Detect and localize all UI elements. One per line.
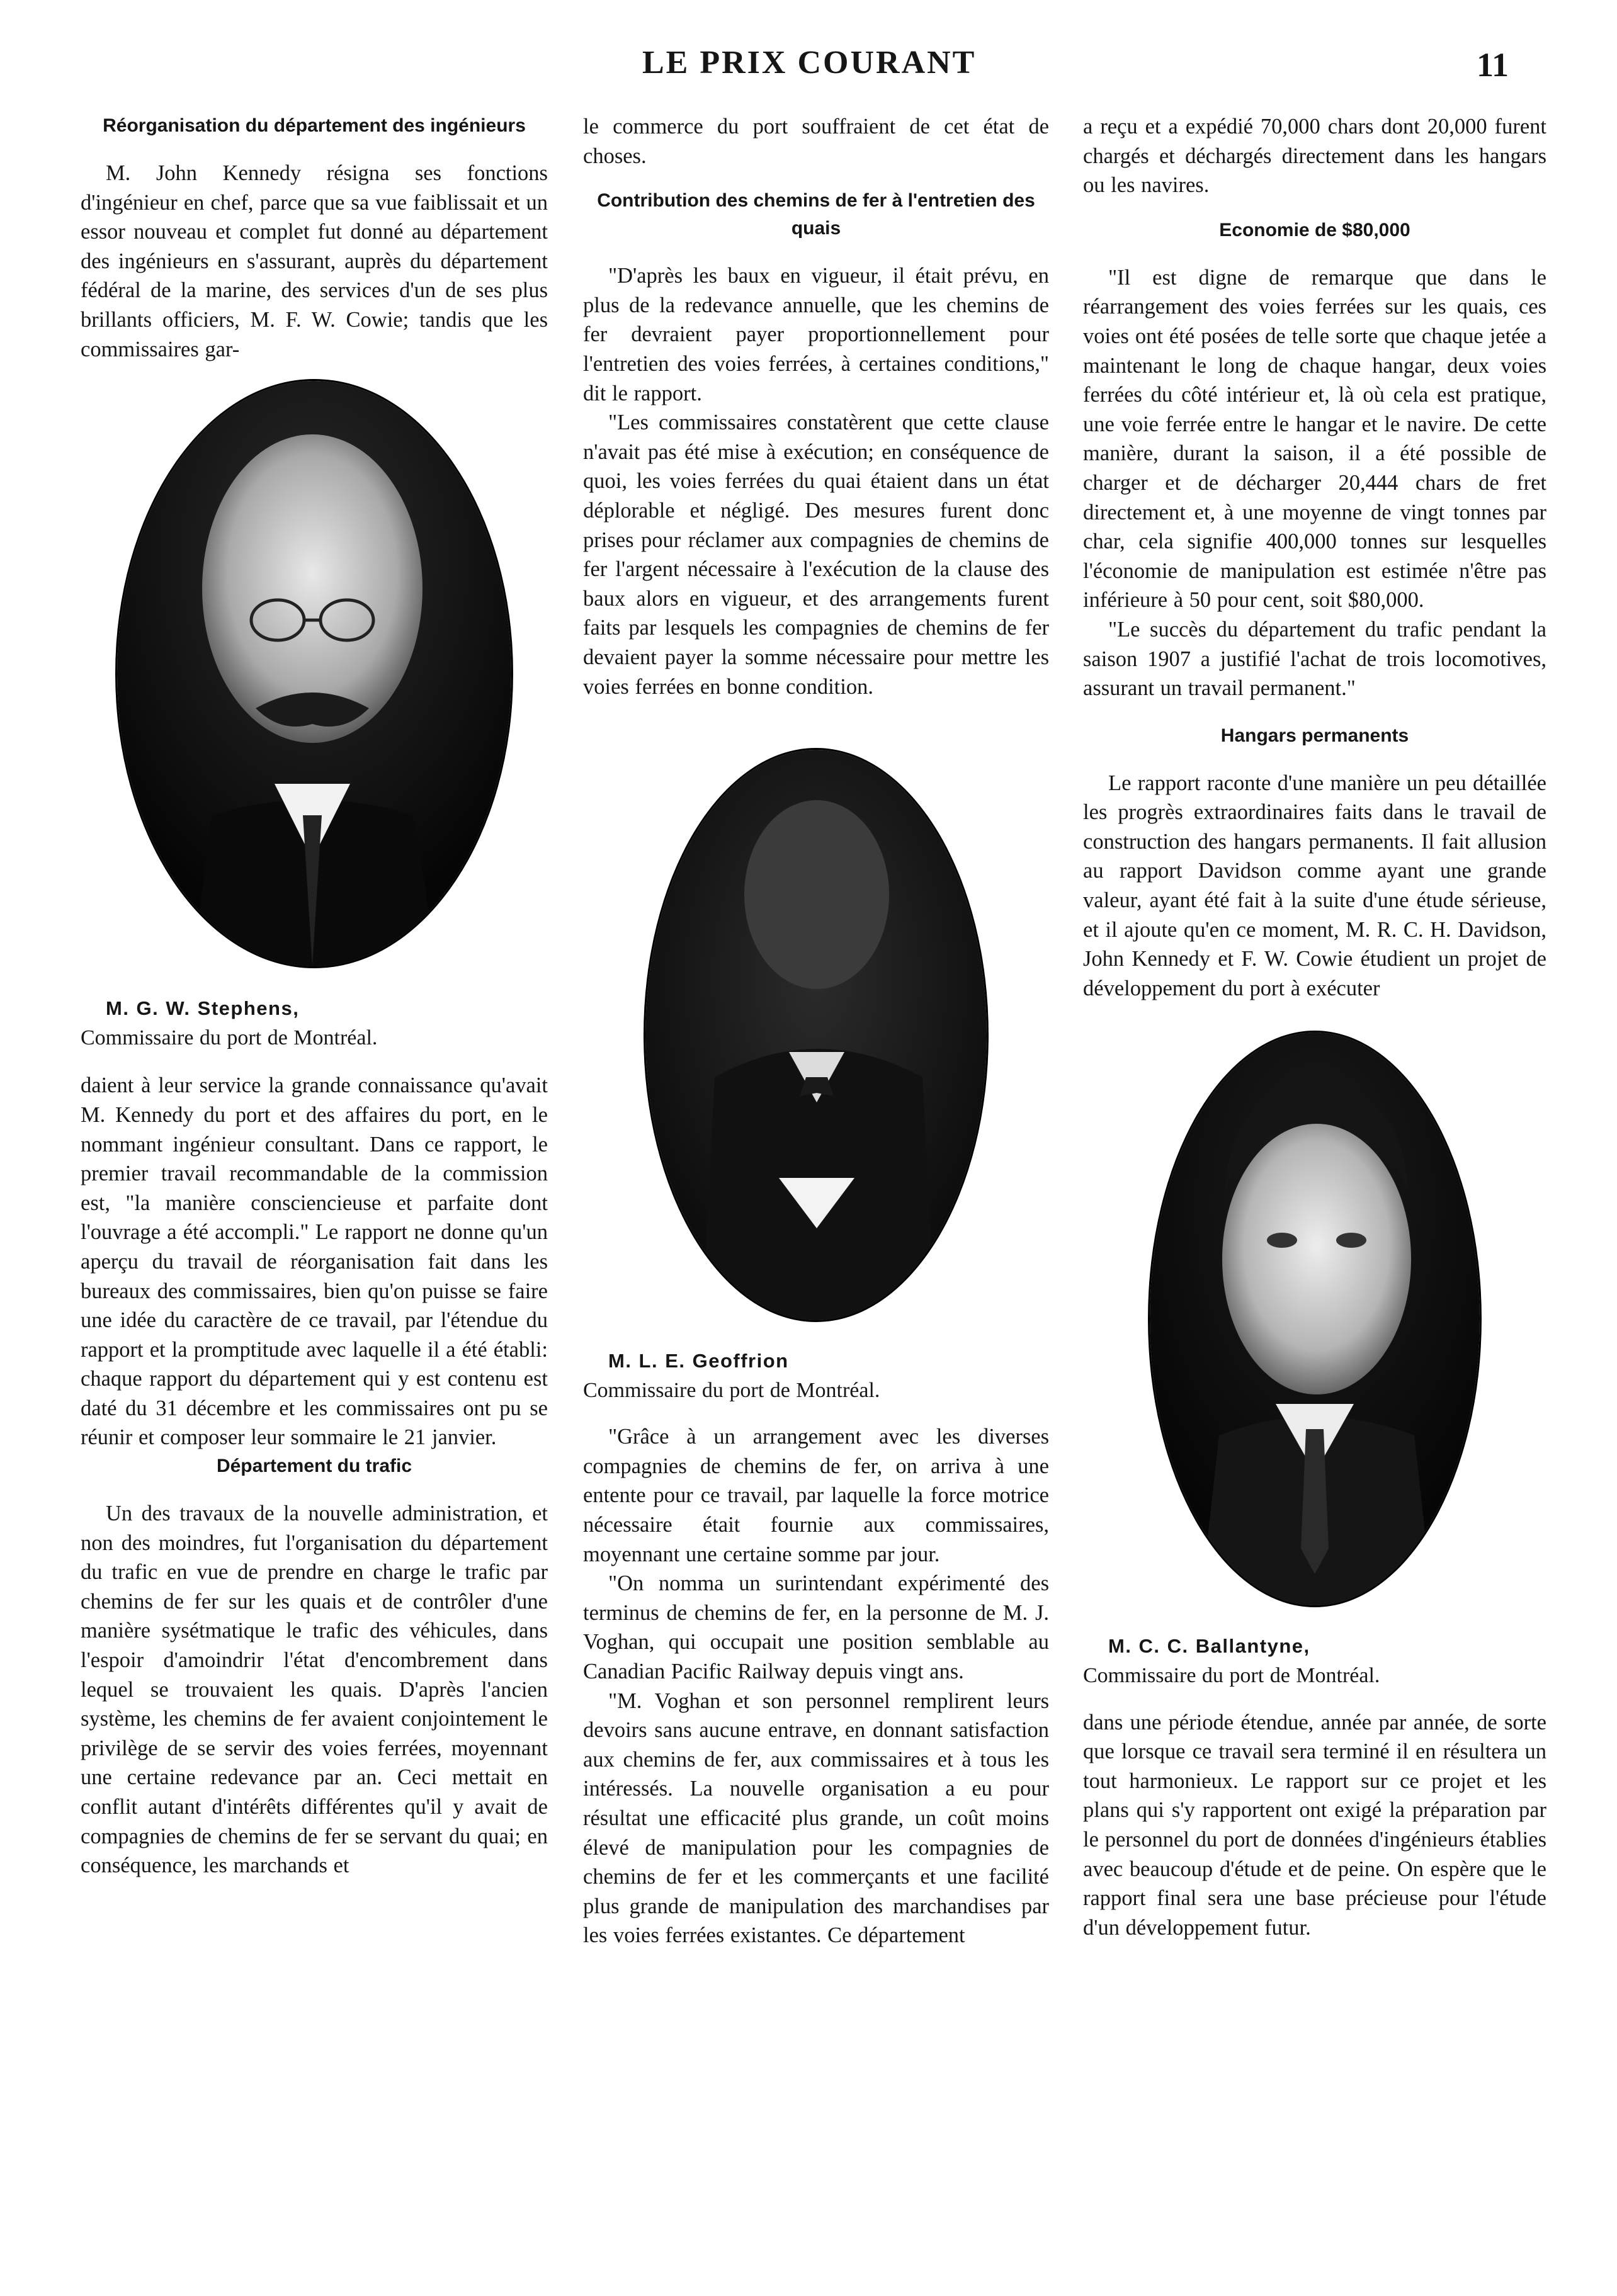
portrait-caption-geoffrion [583, 1346, 1049, 1405]
page-header-title: LE PRIX COURANT [642, 45, 977, 81]
portrait-figure [1150, 1032, 1480, 1605]
column-left [81, 112, 548, 1880]
portrait-name: M. L. E. Geoffrion [608, 1350, 789, 1372]
portrait-figure [645, 750, 987, 1320]
portrait-caption-ballantyne [1083, 1631, 1546, 1690]
section-heading-reorganisation: Réorganisation du département des ingénieurs [103, 115, 526, 136]
article-paragraph: le commerce du port souffraient de cet état de choses. [583, 115, 1049, 168]
article-paragraph: "Il est digne de remarque que dans le réarrangement des voies ferrées sur les quais, ces voies ont été posées de telle sorte que chaque jetée a maintenant le long de chaque hangar, deux voies ferrées du côté intérieur et, là où cela est pratique, une voie ferrée entre le hangar et le navire. De cette manière, durant la saison, il a été possible de charger et de décharger 20,444 chars de fret directement et, à une moyenne de vingt tonnes par char, cela signifie 400,000 tonnes sur lesquelles l'économie de manipulation est estimée n'être pas inférieure à 50 pour cent, soit $80,000. [1083, 265, 1546, 613]
section-heading-contribution: Contribution des chemins de fer à l'entretien des quais [597, 190, 1035, 239]
article-paragraph: a reçu et a expédié 70,000 chars dont 20,000 furent chargés et déchargés directement dans les hangars ou les navires. [1083, 115, 1546, 198]
article-paragraph: M. John Kennedy résigna ses fonctions d'ingénieur en chef, parce que sa vue faiblissait et un essor nouveau et complet fut donné au département des ingénieurs en s'assurant, auprès du département fédéral de la marine, des services d'un de ses plus brillants officiers, M. F. W. Cowie; tandis que les commissaires gar- [81, 161, 548, 361]
portrait-role: Commissaire du port de Montréal. [583, 1378, 880, 1402]
article-paragraph: "M. Voghan et son personnel remplirent leurs devoirs sans aucune entrave, en donnant satisfaction aux chemins de fer, aux commissaires et à tous les intéressés. La nouvelle organisation a eu pour résultat une efficacité plus grande, un coût moins élevé de manipulation pour les compagnies de chemins de fer et les commerçants et une facilité plus grande de manipulation des marchandises par les voies ferrées existantes. Ce département [583, 1688, 1049, 1948]
portrait-photo-geoffrion [644, 748, 989, 1322]
portrait-photo-ballantyne [1148, 1031, 1482, 1607]
article-paragraph: Un des travaux de la nouvelle administration, et non des moindres, fut l'organisation du département du trafic en vue de prendre en charge le trafic par chemins de fer sur les quais et de contrôler d'une manière sysétmatique le trafic des véhicules, dans l'espoir d'amoindrir l'état d'encombrement dans lequel se trouvaient les quais. D'après l'ancien système, les chemins de fer avaient conjointement le privilège de se servir des voies ferrées, moyennant une certaine redevance par an. Ceci mettait en conflit autant d'intérêts différentes qu'il y avait de compagnies de chemins de fer se servant du quai; en conséquence, les marchands et [81, 1501, 548, 1878]
article-paragraph: dans une période étendue, année par année, de sorte que lorsque ce travail sera terminé il en résultera un tout harmonieux. Le rapport sur ce projet et les plans qui s'y rapportent ont exigé la préparation par le personnel du port de données d'ingénieurs établies avec beaucoup d'étude et de peine. On espère que le rapport final sera une base précieuse pour l'étude d'un développement futur. [1083, 1710, 1546, 1940]
article-paragraph: "D'après les baux en vigueur, il était prévu, en plus de la redevance annuelle, que les chemins de fer devraient payer proportionnellement pour l'entretien des voies ferrées, à certaines conditions," dit le rapport. [583, 264, 1049, 405]
portrait-role: Commissaire du port de Montréal. [81, 1026, 378, 1049]
column-right [1083, 112, 1546, 1942]
article-paragraph: "On nomma un surintendant expérimenté des terminus de chemins de fer, en la personne de M. J. Voghan, qui occupait une position semblable au Canadian Pacific Railway depuis vingt ans. [583, 1571, 1049, 1684]
section-heading-trafic: Département du trafic [216, 1456, 412, 1477]
portrait-photo-stephens [115, 379, 513, 968]
article-paragraph: daient à leur service la grande connaissance qu'avait M. Kennedy du port et des affaires du port, en le nommant ingénieur consultant. Dans ce rapport, le premier travail recommandable de la commission est, "la manière consciencieuse et parfaite dont l'ouvrage a été accompli." Le rapport ne donne qu'un aperçu du travail de réorganisation fait dans les bureaux des commissaires, bien qu'on puisse se faire une idée du caractère de ce travail, par l'étendue du rapport et la promptitude avec laquelle il a été établi: chaque rapport du département qui y est contenu est daté du 31 décembre et les commissaires ont pu se réunir et composer leur sommaire le 21 janvier. [81, 1073, 548, 1450]
article-paragraph: "Le succès du département du trafic pendant la saison 1907 a justifié l'achat de trois locomotives, assurant un travail permanent." [1083, 617, 1546, 701]
portrait-name: M. C. C. Ballantyne, [1108, 1635, 1310, 1658]
portrait-caption-stephens [81, 993, 548, 1052]
portrait-name: M. G. W. Stephens, [106, 997, 300, 1020]
section-heading-economie: Economie de $80,000 [1219, 219, 1410, 240]
article-paragraph: Le rapport raconte d'une manière un peu détaillée les progrès extraordinaires faits dans le travail de construction des hangars permanents. Il fait allusion au rapport Davidson comme ayant une grande valeur, ayant été fait à la suite d'une étude sérieuse, et il ajoute qu'en ce moment, M. R. C. H. Davidson, John Kennedy et F. W. Cowie étudient un projet de développement du port à exécuter [1083, 771, 1546, 1000]
column-middle [583, 112, 1049, 1950]
article-paragraph: "Les commissaires constatèrent que cette clause n'avait pas été mise à exécution; en conséquence de quoi, les voies ferrées du quai étaient dans un état déplorable et négligé. Des mesures furent donc prises pour réclamer aux compagnies de chemins de fer l'argent nécessaire à l'exécution de la clause des baux alors en vigueur, et des arrangements furent faits par lesquels les compagnies de chemins de fer devaient payer la somme nécessaire pour mettre les voies ferrées en bonne condition. [583, 410, 1049, 699]
page-number: 11 [1477, 46, 1509, 84]
article-paragraph: "Grâce à un arrangement avec les diverses compagnies de chemins de fer, on arriva à une entente pour ce travail, par laquelle la force motrice nécessaire était fournie aux commissaires, moyennant une certaine somme par jour. [583, 1425, 1049, 1566]
portrait-figure [117, 381, 511, 966]
section-heading-hangars: Hangars permanents [1220, 725, 1409, 746]
portrait-role: Commissaire du port de Montréal. [1083, 1664, 1380, 1688]
